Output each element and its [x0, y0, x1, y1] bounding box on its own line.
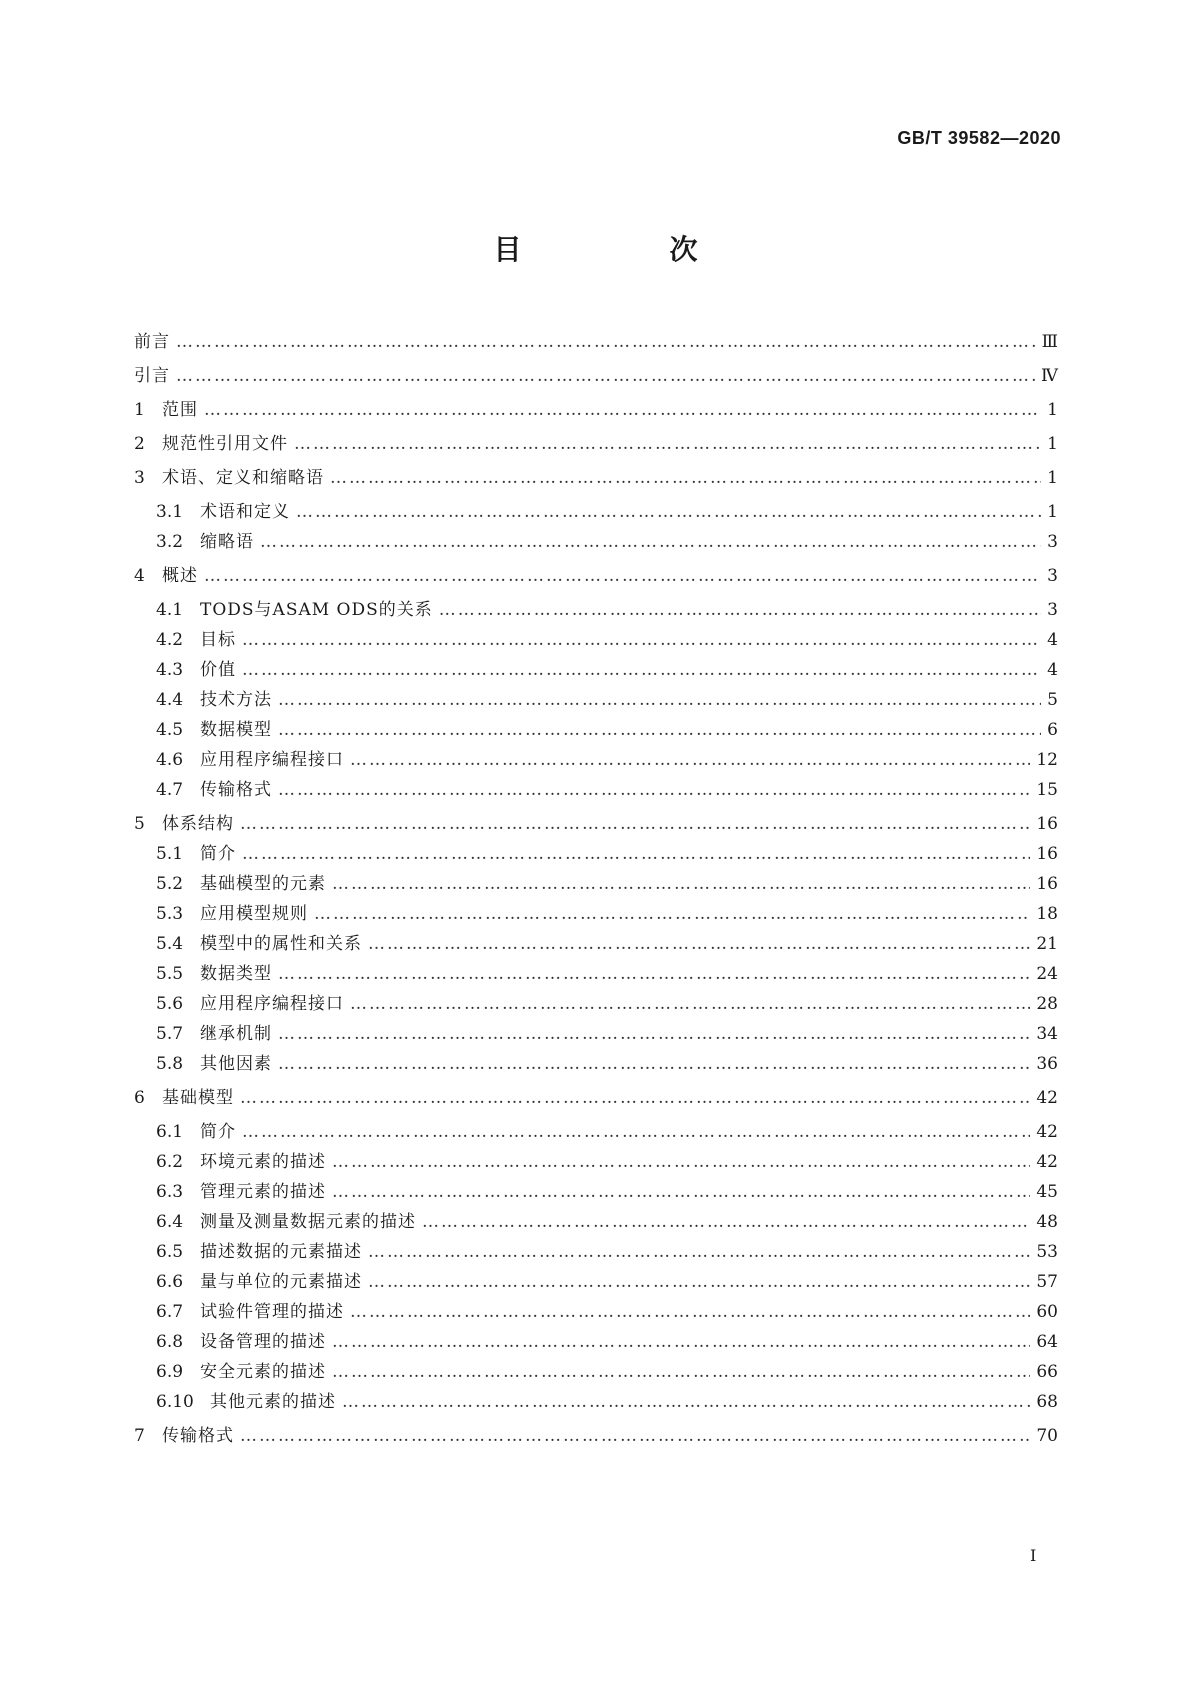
- toc-entry[interactable]: [134, 746, 1058, 774]
- toc-entry-page: 48: [1036, 1212, 1058, 1232]
- toc-leader-dots: [368, 1268, 1030, 1296]
- toc-leader-dots: [296, 498, 1041, 526]
- toc-leader-dots: [330, 464, 1041, 492]
- toc-entry-page: 21: [1036, 934, 1058, 954]
- toc-entry-number: 6.4: [156, 1212, 184, 1232]
- toc-entry-page: 42: [1036, 1152, 1058, 1172]
- toc-entry[interactable]: [134, 840, 1058, 868]
- toc-entry-page: 1: [1047, 400, 1058, 420]
- toc-entry-page: 3: [1047, 532, 1058, 552]
- toc-entry-number: 5: [134, 814, 145, 834]
- toc-entry-label: 量与单位的元素描述: [200, 1272, 362, 1292]
- toc-leader-dots: [278, 1050, 1030, 1078]
- toc-entry-label: 环境元素的描述: [200, 1152, 326, 1172]
- toc-entry-number: 3.2: [156, 532, 184, 552]
- toc-leader-dots: [278, 686, 1041, 714]
- toc-entry[interactable]: [134, 1358, 1058, 1386]
- standard-code: GB/T 39582—2020: [897, 128, 1061, 148]
- toc-entry-label: 传输格式: [162, 1426, 234, 1446]
- toc-entry-number: 4.2: [156, 630, 184, 650]
- toc-entry-number: 6.7: [156, 1302, 184, 1322]
- toc-entry-number: 5.5: [156, 964, 184, 984]
- toc-entry[interactable]: [134, 562, 1058, 590]
- toc-entry-page: 12: [1036, 750, 1058, 770]
- toc-entry[interactable]: [134, 1208, 1058, 1236]
- toc-entry[interactable]: [134, 396, 1058, 424]
- toc-entry[interactable]: [134, 776, 1058, 804]
- toc-leader-dots: [294, 430, 1041, 458]
- toc-entry-label: 基础模型: [162, 1088, 234, 1108]
- toc-entry-page: Ⅲ: [1041, 332, 1058, 352]
- toc-entry-label: 术语、定义和缩略语: [162, 468, 324, 488]
- toc-entry-page: 15: [1036, 780, 1058, 800]
- toc-entry-number: 5.8: [156, 1054, 184, 1074]
- toc-entry-number: 3: [134, 468, 145, 488]
- toc-entry-label: 数据模型: [200, 720, 272, 740]
- toc-entry[interactable]: [134, 1020, 1058, 1048]
- toc-entry-page: 66: [1036, 1362, 1058, 1382]
- toc-entry-number: 4.7: [156, 780, 184, 800]
- toc-leader-dots: [242, 1118, 1030, 1146]
- toc-entry-number: 5.4: [156, 934, 184, 954]
- toc-entry-page: 57: [1036, 1272, 1058, 1292]
- toc-entry-label: 测量及测量数据元素的描述: [200, 1212, 416, 1232]
- toc-entry-number: 2: [134, 434, 145, 454]
- toc-entry[interactable]: [134, 626, 1058, 654]
- toc-entry[interactable]: [134, 1238, 1058, 1266]
- toc-entry-page: 42: [1036, 1122, 1058, 1142]
- toc-entry-label: 目标: [200, 630, 236, 650]
- toc-entry-label: 简介: [200, 1122, 236, 1142]
- toc-entry-number: 4.3: [156, 660, 184, 680]
- toc-entry-page: 70: [1036, 1426, 1058, 1446]
- toc-entry-label: 其他因素: [200, 1054, 272, 1074]
- toc-entry-page: 4: [1047, 660, 1058, 680]
- toc-entry-number: 5.6: [156, 994, 184, 1014]
- toc-entry[interactable]: [134, 1298, 1058, 1326]
- toc-leader-dots: [240, 1084, 1030, 1112]
- toc-entry-page: 60: [1036, 1302, 1058, 1322]
- toc-entry[interactable]: [134, 930, 1058, 958]
- toc-entry-label: 描述数据的元素描述: [200, 1242, 362, 1262]
- toc-leader-dots: [332, 1328, 1030, 1356]
- toc-entry-page: 45: [1036, 1182, 1058, 1202]
- toc-entry-number: 6.6: [156, 1272, 184, 1292]
- toc-entry-number: 6.1: [156, 1122, 184, 1142]
- toc-entry-number: 5.1: [156, 844, 184, 864]
- toc-entry[interactable]: [134, 960, 1058, 988]
- toc-entry-page: 24: [1036, 964, 1058, 984]
- toc-entry[interactable]: [134, 498, 1058, 526]
- toc-entry[interactable]: [134, 686, 1058, 714]
- toc-entry-page: 3: [1047, 600, 1058, 620]
- toc-leader-dots: [278, 960, 1030, 988]
- toc-entry-page: 64: [1036, 1332, 1058, 1352]
- toc-entry-label: 术语和定义: [200, 502, 290, 522]
- toc-entry[interactable]: [134, 430, 1058, 458]
- toc-entry-page: 3: [1047, 566, 1058, 586]
- toc-entry-number: 6.2: [156, 1152, 184, 1172]
- toc-entry-number: 6.8: [156, 1332, 184, 1352]
- toc-leader-dots: [176, 328, 1036, 356]
- toc-entry-number: 6.5: [156, 1242, 184, 1262]
- toc-leader-dots: [240, 810, 1030, 838]
- toc-entry[interactable]: [134, 328, 1058, 356]
- toc-leader-dots: [242, 840, 1030, 868]
- toc-entry[interactable]: [134, 810, 1058, 838]
- toc-leader-dots: [422, 1208, 1030, 1236]
- toc-leader-dots: [204, 562, 1041, 590]
- toc-entry[interactable]: [134, 990, 1058, 1018]
- toc-leader-dots: [242, 626, 1041, 654]
- toc-entry-label: 范围: [162, 400, 198, 420]
- toc-leader-dots: [332, 1148, 1030, 1176]
- toc-leader-dots: [332, 1358, 1030, 1386]
- toc-entry[interactable]: [134, 716, 1058, 744]
- toc-entry-number: 4.6: [156, 750, 184, 770]
- toc-leader-dots: [314, 900, 1030, 928]
- toc-leader-dots: [278, 1020, 1030, 1048]
- toc-entry[interactable]: [134, 656, 1058, 684]
- toc-entry[interactable]: [134, 1388, 1058, 1416]
- page-title: 目 次: [493, 233, 758, 266]
- toc-entry-page: 18: [1036, 904, 1058, 924]
- toc-entry-label: 管理元素的描述: [200, 1182, 326, 1202]
- toc-entry-page: 34: [1036, 1024, 1058, 1044]
- toc-entry-label: 试验件管理的描述: [200, 1302, 344, 1322]
- toc-leader-dots: [332, 1178, 1030, 1206]
- toc-entry-number: 4: [134, 566, 145, 586]
- toc-entry[interactable]: [134, 464, 1058, 492]
- toc-entry-label: 应用模型规则: [200, 904, 308, 924]
- toc-entry-label: 设备管理的描述: [200, 1332, 326, 1352]
- toc-entry[interactable]: [134, 1268, 1058, 1296]
- toc-entry-label: 传输格式: [200, 780, 272, 800]
- toc-entry[interactable]: [134, 1084, 1058, 1112]
- toc-entry-number: 5.7: [156, 1024, 184, 1044]
- toc-leader-dots: [368, 1238, 1030, 1266]
- toc-leader-dots: [350, 1298, 1030, 1326]
- toc-leader-dots: [260, 528, 1041, 556]
- toc-entry[interactable]: [134, 1328, 1058, 1356]
- toc-entry[interactable]: [134, 870, 1058, 898]
- toc-entry-label: 概述: [162, 566, 198, 586]
- toc-entry-label: 技术方法: [200, 690, 272, 710]
- toc-entry-label: 简介: [200, 844, 236, 864]
- toc-entry-number: 3.1: [156, 502, 184, 522]
- toc-entry-page: 68: [1036, 1392, 1058, 1412]
- toc-leader-dots: [439, 596, 1041, 624]
- toc-leader-dots: [278, 776, 1030, 804]
- toc-entry-page: 16: [1036, 844, 1058, 864]
- toc-entry-number: 7: [134, 1426, 145, 1446]
- toc-entry[interactable]: [134, 528, 1058, 556]
- toc-entry[interactable]: [134, 1422, 1058, 1450]
- toc-entry-label: 继承机制: [200, 1024, 272, 1044]
- toc-entry-number: 4.4: [156, 690, 184, 710]
- toc-entry-page: 4: [1047, 630, 1058, 650]
- toc-entry-page: 5: [1047, 690, 1058, 710]
- toc-entry-label: 数据类型: [200, 964, 272, 984]
- toc-entry-number: 4.1: [156, 600, 184, 620]
- toc-entry-number: 5.2: [156, 874, 184, 894]
- toc-entry-label: 规范性引用文件: [162, 434, 288, 454]
- toc-entry-label: 应用程序编程接口: [200, 750, 344, 770]
- toc-entry-number: 6.3: [156, 1182, 184, 1202]
- toc-entry-page: 42: [1036, 1088, 1058, 1108]
- toc-entry-page: 6: [1047, 720, 1058, 740]
- toc-leader-dots: [350, 990, 1030, 1018]
- toc-entry-number: 6.10: [156, 1392, 194, 1412]
- toc-leader-dots: [332, 870, 1030, 898]
- toc-entry-number: 5.3: [156, 904, 184, 924]
- toc-entry-label: 引言: [134, 366, 170, 386]
- toc-entry[interactable]: [134, 1050, 1058, 1078]
- toc-entry[interactable]: [134, 900, 1058, 928]
- toc-entry-label: 基础模型的元素: [200, 874, 326, 894]
- toc-entry-page: Ⅳ: [1041, 366, 1058, 386]
- toc-entry[interactable]: [134, 596, 1058, 624]
- toc-entry-label: 模型中的属性和关系: [200, 934, 362, 954]
- toc-entry-page: 1: [1047, 434, 1058, 454]
- toc-leader-dots: [368, 930, 1030, 958]
- toc-entry-label: 其他元素的描述: [210, 1392, 336, 1412]
- toc-entry[interactable]: [134, 362, 1058, 390]
- toc-entry-label: 前言: [134, 332, 170, 352]
- toc-entry-label: TODS与ASAM ODS的关系: [200, 600, 433, 620]
- toc-entry-label: 体系结构: [162, 814, 234, 834]
- toc-leader-dots: [342, 1388, 1030, 1416]
- toc-entry-page: 28: [1036, 994, 1058, 1014]
- toc-entry[interactable]: [134, 1118, 1058, 1146]
- toc-leader-dots: [242, 656, 1041, 684]
- toc-entry-label: 价值: [200, 660, 236, 680]
- toc-leader-dots: [350, 746, 1030, 774]
- toc-entry-label: 应用程序编程接口: [200, 994, 344, 1014]
- toc-entry-number: 6.9: [156, 1362, 184, 1382]
- toc-leader-dots: [204, 396, 1041, 424]
- toc-leader-dots: [278, 716, 1041, 744]
- page-number: I: [1030, 1546, 1037, 1565]
- toc-leader-dots: [240, 1422, 1030, 1450]
- toc-entry-page: 1: [1047, 502, 1058, 522]
- toc-leader-dots: [176, 362, 1035, 390]
- toc-entry-label: 缩略语: [200, 532, 254, 552]
- toc-entry[interactable]: [134, 1148, 1058, 1176]
- toc-entry-page: 36: [1036, 1054, 1058, 1074]
- toc-entry-page: 16: [1036, 874, 1058, 894]
- toc-entry-number: 1: [134, 400, 145, 420]
- toc-entry-label: 安全元素的描述: [200, 1362, 326, 1382]
- toc-entry-number: 6: [134, 1088, 145, 1108]
- toc-entry-page: 53: [1036, 1242, 1058, 1262]
- toc-entry-page: 1: [1047, 468, 1058, 488]
- toc-entry[interactable]: [134, 1178, 1058, 1206]
- toc-entry-number: 4.5: [156, 720, 184, 740]
- toc-entry-page: 16: [1036, 814, 1058, 834]
